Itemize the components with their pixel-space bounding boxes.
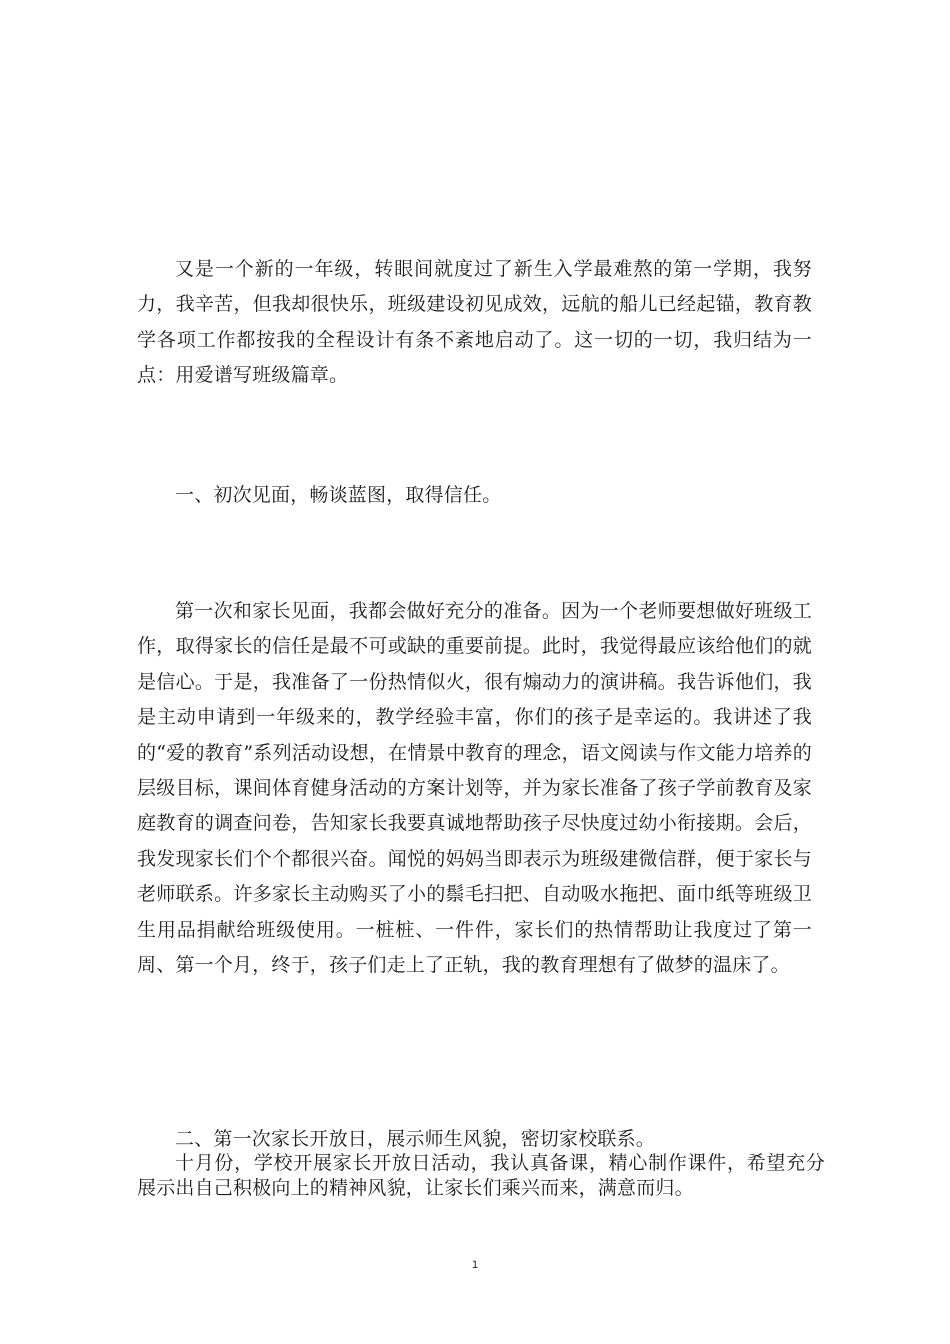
- section-2-paragraph: 十月份，学校开展家长开放日活动，我认真备课，精心制作课件，希望充分展示出自己积极向上的精神风貌，让家长们乘兴而来，满意而归。: [137, 1152, 825, 1199]
- section-1-paragraph: 第一次和家长见面，我都会做好充分的准备。因为一个老师要想做好班级工作，取得家长的信任是最不可或缺的重要前提。此时，我觉得最应该给他们的就是信心。于是，我准备了一份热情似火，很有煽动力的演讲稿。我告诉他们，我是主动申请到一年级来的，教学经验丰富，你们的孩子是幸运的。我讲述了我的“爱的教育”系列活动设想，在情景中教育的理念，语文阅读与作文能力培养的层级目标，课间体育健身活动的方案计划等，并为家长准备了孩子学前教育及家庭教育的调查问卷，告知家长我要真诚地帮助孩子尽快度过幼小衔接期。会后，我发现家长们个个都很兴奋。闻悦的妈妈当即表示为班级建微信群，便于家长与老师联系。许多家长主动购买了小的鬃毛扫把、自动吸水拖把、面巾纸等班级卫生用品捐献给班级使用。一桩桩、一件件，家长们的热情帮助让我度过了第一周、第一个月，终于，孩子们走上了正轨，我的教育理想有了做梦的温床了。: [137, 600, 812, 977]
- intro-paragraph: 又是一个新的一年级，转眼间就度过了新生入学最难熬的第一学期，我努力，我辛苦，但我却很快乐，班级建设初见成效，远航的船儿已经起锚，教育教学各项工作都按我的全程设计有条不紊地启动了。这一切的一切，我归结为一点：用爱谱写班级篇章。: [137, 258, 812, 387]
- section-1-heading: 一、初次见面，畅谈蓝图，取得信任。: [175, 484, 502, 506]
- page-number: 1: [471, 1259, 479, 1271]
- section-2-heading: 二、第一次家长开放日，展示师生风貌，密切家校联系。: [175, 1128, 656, 1150]
